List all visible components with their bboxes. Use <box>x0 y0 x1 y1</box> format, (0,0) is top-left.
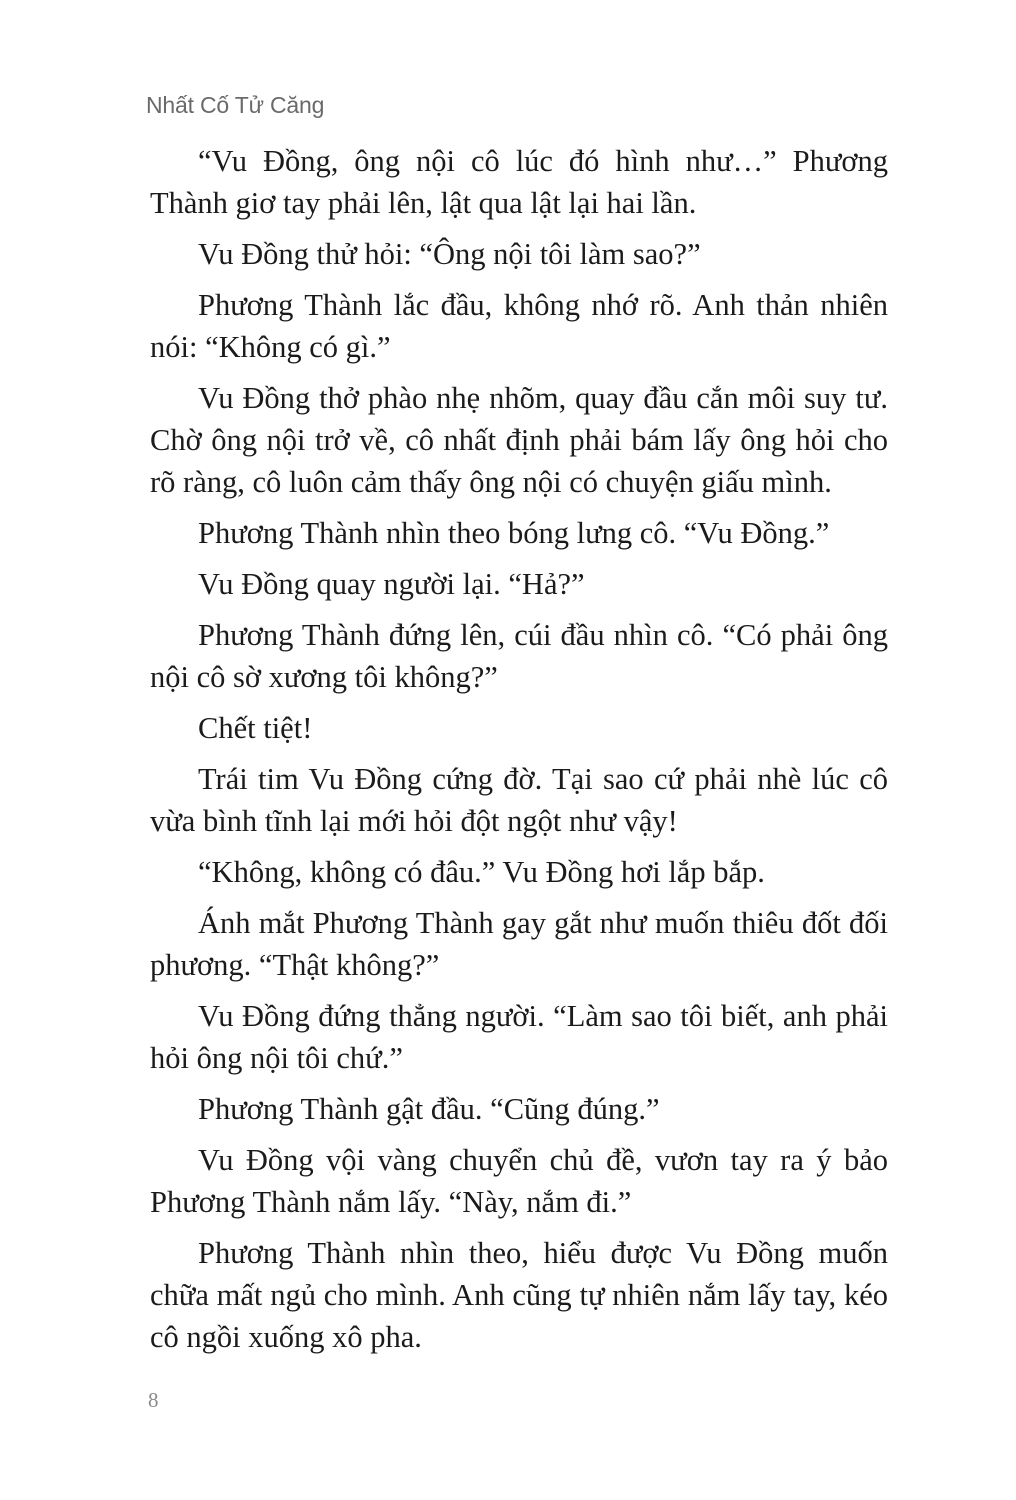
paragraph: Phương Thành đứng lên, cúi đầu nhìn cô. “Có phải ông nội cô sờ xương tôi không?” <box>150 618 888 694</box>
paragraph: Vu Đồng vội vàng chuyển chủ đề, vươn tay ra ý bảo Phương Thành nắm lấy. “Này, nắm đi.” <box>150 1143 888 1219</box>
paragraph: “Vu Đồng, ông nội cô lúc đó hình như…” Phương Thành giơ tay phải lên, lật qua lật lại hai lần. <box>150 144 888 220</box>
paragraph: Phương Thành nhìn theo, hiểu được Vu Đồng muốn chữa mất ngủ cho mình. Anh cũng tự nhiên nắm lấy tay, kéo cô ngồi xuống xô pha. <box>150 1236 888 1354</box>
paragraph: Chết tiệt! <box>198 711 313 745</box>
paragraph: Trái tim Vu Đồng cứng đờ. Tại sao cứ phải nhè lúc cô vừa bình tĩnh lại mới hỏi đột ngột như vậy! <box>150 762 888 838</box>
paragraph: Vu Đồng thử hỏi: “Ông nội tôi làm sao?” <box>198 237 701 271</box>
paragraph: “Không, không có đâu.” Vu Đồng hơi lắp bắp. <box>198 855 765 889</box>
body-text <box>150 140 888 1367</box>
paragraph: Vu Đồng đứng thẳng người. “Làm sao tôi biết, anh phải hỏi ông nội tôi chứ.” <box>150 999 888 1075</box>
paragraph: Vu Đồng quay người lại. “Hả?” <box>198 567 585 601</box>
paragraph: Phương Thành gật đầu. “Cũng đúng.” <box>198 1092 660 1126</box>
running-header: Nhất Cố Tử Căng <box>146 92 325 118</box>
paragraph: Ánh mắt Phương Thành gay gắt như muốn thiêu đốt đối phương. “Thật không?” <box>150 906 888 982</box>
paragraph: Vu Đồng thở phào nhẹ nhõm, quay đầu cắn môi suy tư. Chờ ông nội trở về, cô nhất định phải bám lấy ông hỏi cho rõ ràng, cô luôn cảm thấy ông nội có chuyện giấu mình. <box>150 381 888 499</box>
paragraph: Phương Thành nhìn theo bóng lưng cô. “Vu Đồng.” <box>198 516 830 550</box>
page-number: 8 <box>148 1388 159 1412</box>
paragraph: Phương Thành lắc đầu, không nhớ rõ. Anh thản nhiên nói: “Không có gì.” <box>150 288 888 364</box>
